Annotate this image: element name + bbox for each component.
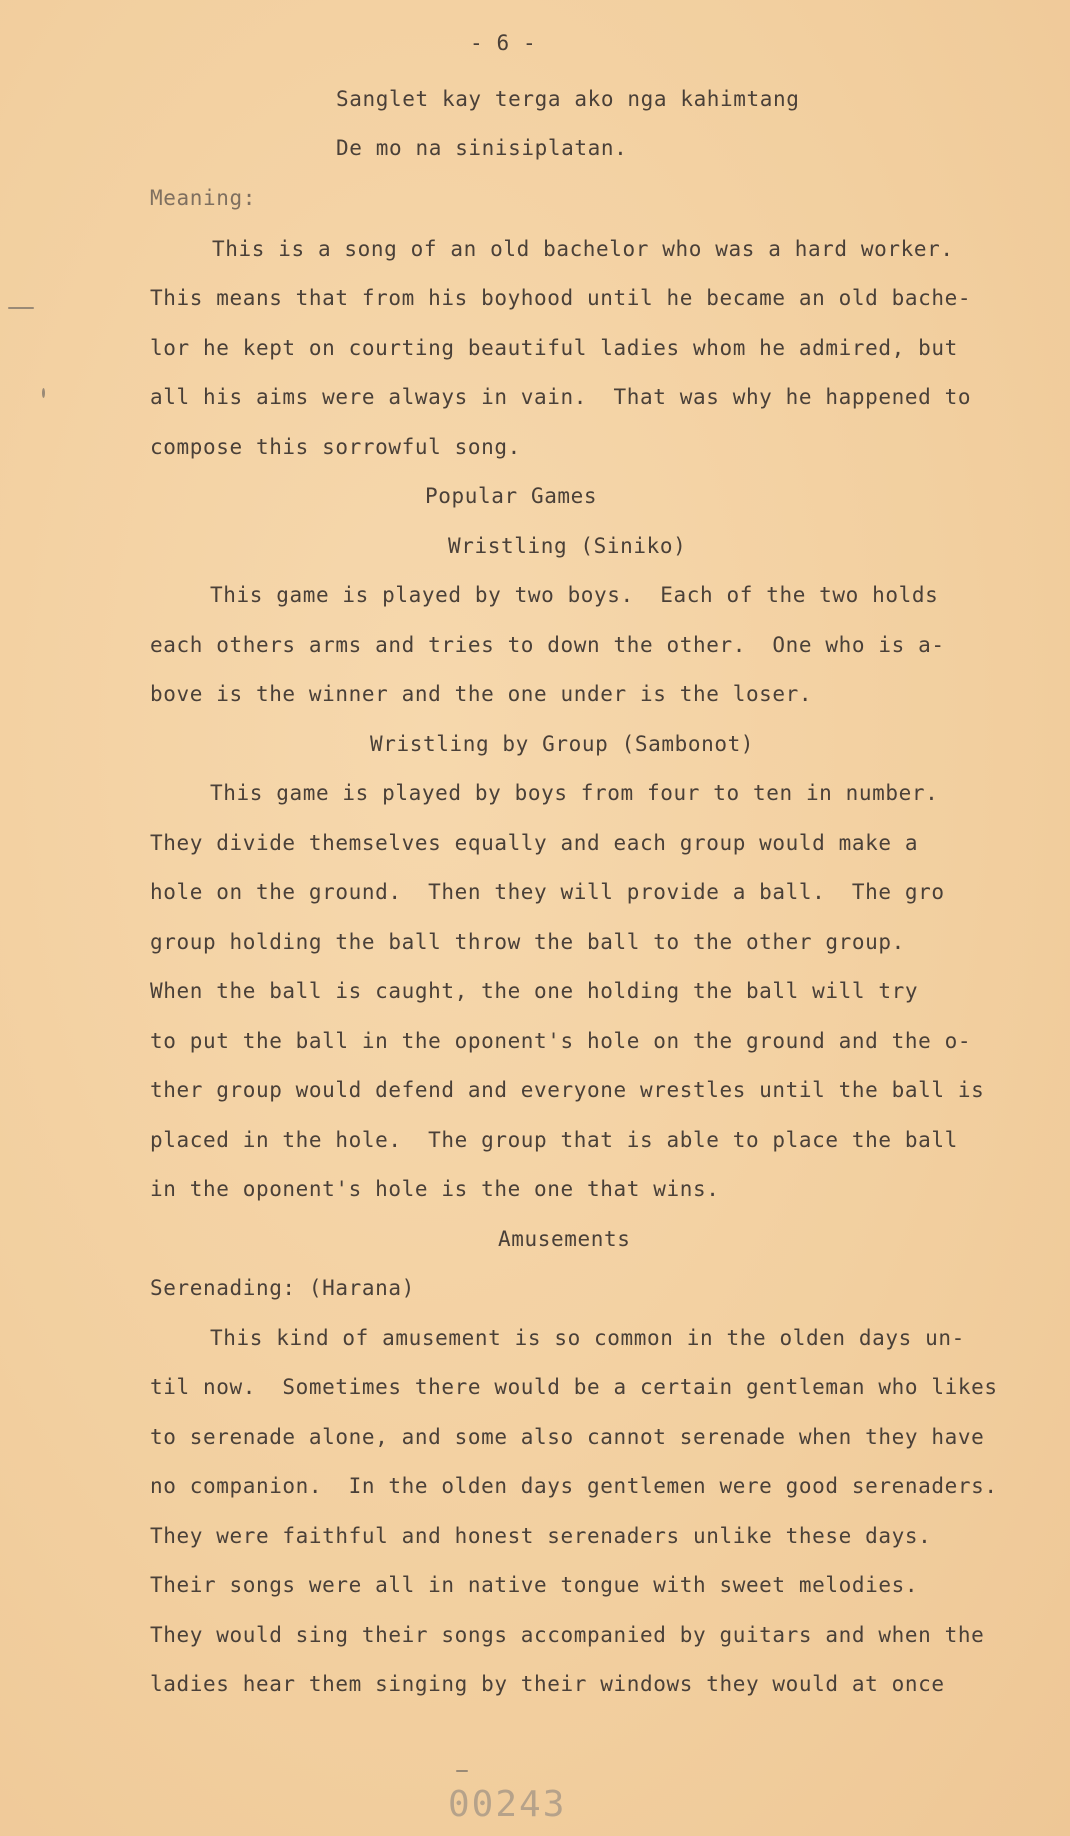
serenading-line: They were faithful and honest serenaders unlike these days. — [150, 1524, 932, 1548]
serenading-line: Their songs were all in native tongue with sweet melodies. — [150, 1573, 919, 1597]
serenading-line: til now. Sometimes there would be a certain gentleman who likes — [150, 1375, 998, 1399]
group-line: This game is played by boys from four to ten in number. — [210, 781, 939, 805]
meaning-line: This is a song of an old bachelor who was a hard worker. — [212, 237, 954, 261]
poem-line-1: Sanglet kay terga ako nga kahimtang — [336, 87, 800, 111]
margin-mark — [42, 388, 45, 398]
margin-mark — [8, 307, 34, 309]
wrestling-line: This game is played by two boys. Each of the two holds — [210, 583, 939, 607]
serenading-line: This kind of amusement is so common in the olden days un- — [210, 1326, 965, 1350]
serenading-line: They would sing their songs accompanied by guitars and when the — [150, 1623, 985, 1647]
group-line: ther group would defend and everyone wrestles until the ball is — [150, 1078, 985, 1102]
group-line: hole on the ground. Then they will provide a ball. The gro — [150, 880, 945, 904]
meaning-line: This means that from his boyhood until he became an old bache- — [150, 286, 972, 310]
section-heading-amusements: Amusements — [498, 1227, 631, 1251]
group-line: placed in the hole. The group that is able to place the ball — [150, 1128, 958, 1152]
section-heading-wrestling: Wristling (Siniko) — [448, 534, 687, 558]
section-heading-games: Popular Games — [425, 484, 598, 508]
poem-line-2: De mo na sinisiplatan. — [336, 136, 628, 160]
serenading-line: to serenade alone, and some also cannot serenade when they have — [150, 1425, 985, 1449]
group-line: to put the ball in the oponent's hole on the ground and the o- — [150, 1029, 972, 1053]
meaning-line: compose this sorrowful song. — [150, 435, 521, 459]
margin-mark — [456, 1770, 468, 1772]
meaning-label: Meaning: — [150, 186, 256, 210]
group-line: group holding the ball throw the ball to the other group. — [150, 930, 905, 954]
serenading-line: no companion. In the olden days gentlemen were good serenaders. — [150, 1474, 998, 1498]
serenading-label: Serenading: (Harana) — [150, 1276, 415, 1300]
page-number: - 6 - — [470, 31, 537, 55]
serenading-line: ladies hear them singing by their windows they would at once — [150, 1672, 945, 1696]
archive-stamp: 00243 — [448, 1784, 567, 1825]
group-line: They divide themselves equally and each group would make a — [150, 831, 919, 855]
meaning-line: lor he kept on courting beautiful ladies whom he admired, but — [150, 336, 958, 360]
group-line: When the ball is caught, the one holding the ball will try — [150, 979, 919, 1003]
wrestling-line: bove is the winner and the one under is the loser. — [150, 682, 813, 706]
section-heading-group-wrestling: Wristling by Group (Sambonot) — [370, 732, 755, 756]
group-line: in the oponent's hole is the one that wins. — [150, 1177, 720, 1201]
meaning-line: all his aims were always in vain. That was why he happened to — [150, 385, 972, 409]
wrestling-line: each others arms and tries to down the other. One who is a- — [150, 633, 945, 657]
